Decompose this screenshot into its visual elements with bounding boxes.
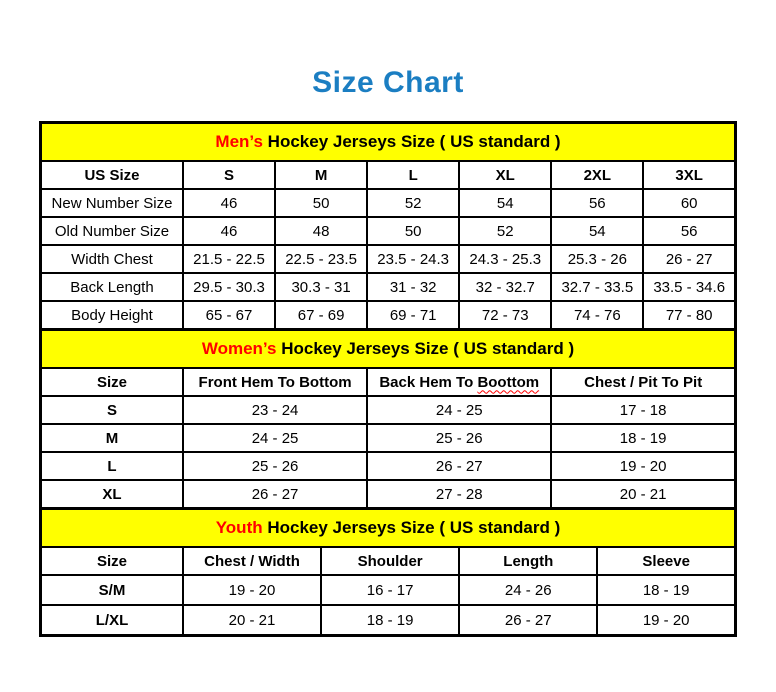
table-cell: 23 - 24 <box>183 396 367 424</box>
table-cell: 46 <box>183 189 275 217</box>
table-cell: 24 - 25 <box>183 424 367 452</box>
table-cell: 72 - 73 <box>459 301 551 330</box>
column-header-l: L <box>367 161 459 189</box>
table-row-old-number-size <box>41 217 736 245</box>
womens-section-title <box>41 330 736 369</box>
table-row-women-l <box>41 452 736 480</box>
table-cell: 52 <box>459 217 551 245</box>
womens-section-title-highlight: Women’s <box>201 339 277 358</box>
column-header-size: Size <box>41 547 183 575</box>
table-row-width-chest <box>41 245 736 273</box>
table-cell: 16 - 17 <box>321 575 459 605</box>
table-cell: 25.3 - 26 <box>551 245 643 273</box>
womens-header-row <box>41 368 736 396</box>
table-cell: 18 - 19 <box>551 424 735 452</box>
table-cell: 20 - 21 <box>183 605 321 636</box>
tables-container <box>39 121 737 637</box>
table-cell: 67 - 69 <box>275 301 367 330</box>
column-header-front-hem: Front Hem To Bottom <box>183 368 367 396</box>
womens-size-table <box>39 328 737 510</box>
table-cell: 52 <box>367 189 459 217</box>
mens-section-title-highlight: Men’s <box>215 132 263 151</box>
youth-section-title-highlight: Youth <box>215 518 263 537</box>
column-header-2xl: 2XL <box>551 161 643 189</box>
row-label: New Number Size <box>41 189 183 217</box>
youth-section-title-rest: Hockey Jerseys Size ( US standard ) <box>262 518 561 537</box>
mens-header-row <box>41 161 736 189</box>
table-cell: 31 - 32 <box>367 273 459 301</box>
row-label: S/M <box>41 575 183 605</box>
column-header-xl: XL <box>459 161 551 189</box>
table-cell: 46 <box>183 217 275 245</box>
table-cell: 19 - 20 <box>551 452 735 480</box>
table-cell: 19 - 20 <box>183 575 321 605</box>
page-title: Size Chart <box>312 66 464 99</box>
table-row-body-height <box>41 301 736 330</box>
table-cell: 24.3 - 25.3 <box>459 245 551 273</box>
column-header-chest-width: Chest / Width <box>183 547 321 575</box>
table-cell: 65 - 67 <box>183 301 275 330</box>
mens-section-title-rest: Hockey Jerseys Size ( US standard ) <box>262 132 561 151</box>
womens-section-band <box>41 330 736 369</box>
column-header-back-hem <box>367 368 551 396</box>
table-row-youth-lxl <box>41 605 736 636</box>
column-header-sleeve: Sleeve <box>597 547 735 575</box>
table-cell: 26 - 27 <box>367 452 551 480</box>
table-cell: 24 - 25 <box>367 396 551 424</box>
row-label: M <box>41 424 183 452</box>
table-cell: 22.5 - 23.5 <box>275 245 367 273</box>
table-cell: 18 - 19 <box>321 605 459 636</box>
table-cell: 56 <box>643 217 735 245</box>
table-cell: 50 <box>275 189 367 217</box>
table-cell: 17 - 18 <box>551 396 735 424</box>
table-cell: 24 - 26 <box>459 575 597 605</box>
back-hem-label-misspelled: Boottom <box>477 373 540 391</box>
table-cell: 23.5 - 24.3 <box>367 245 459 273</box>
row-label: Width Chest <box>41 245 183 273</box>
mens-section-title <box>41 123 736 162</box>
table-cell: 74 - 76 <box>551 301 643 330</box>
row-label: XL <box>41 480 183 509</box>
table-cell: 54 <box>551 217 643 245</box>
column-header-shoulder: Shoulder <box>321 547 459 575</box>
table-cell: 26 - 27 <box>459 605 597 636</box>
youth-header-row <box>41 547 736 575</box>
column-header-s: S <box>183 161 275 189</box>
table-cell: 29.5 - 30.3 <box>183 273 275 301</box>
table-row-youth-sm <box>41 575 736 605</box>
back-hem-label-prefix: Back Hem To <box>379 373 478 391</box>
column-header-chest-pit: Chest / Pit To Pit <box>551 368 735 396</box>
row-label: Back Length <box>41 273 183 301</box>
table-cell: 77 - 80 <box>643 301 735 330</box>
table-cell: 54 <box>459 189 551 217</box>
table-row-back-length <box>41 273 736 301</box>
table-cell: 19 - 20 <box>597 605 735 636</box>
table-cell: 26 - 27 <box>643 245 735 273</box>
table-row-new-number-size <box>41 189 736 217</box>
mens-section-band <box>41 123 736 162</box>
column-header-length: Length <box>459 547 597 575</box>
row-label: L <box>41 452 183 480</box>
row-label: S <box>41 396 183 424</box>
table-cell: 20 - 21 <box>551 480 735 509</box>
column-header-size: Size <box>41 368 183 396</box>
table-cell: 32.7 - 33.5 <box>551 273 643 301</box>
table-cell: 18 - 19 <box>597 575 735 605</box>
table-cell: 33.5 - 34.6 <box>643 273 735 301</box>
table-cell: 32 - 32.7 <box>459 273 551 301</box>
table-cell: 21.5 - 22.5 <box>183 245 275 273</box>
table-cell: 30.3 - 31 <box>275 273 367 301</box>
column-header-3xl: 3XL <box>643 161 735 189</box>
youth-size-table <box>39 507 737 637</box>
table-row-women-m <box>41 424 736 452</box>
table-cell: 50 <box>367 217 459 245</box>
table-cell: 60 <box>643 189 735 217</box>
column-header-m: M <box>275 161 367 189</box>
table-cell: 48 <box>275 217 367 245</box>
table-cell: 26 - 27 <box>183 480 367 509</box>
table-cell: 56 <box>551 189 643 217</box>
table-cell: 27 - 28 <box>367 480 551 509</box>
table-row-women-xl <box>41 480 736 509</box>
table-cell: 69 - 71 <box>367 301 459 330</box>
row-label: L/XL <box>41 605 183 636</box>
womens-section-title-rest: Hockey Jerseys Size ( US standard ) <box>276 339 575 358</box>
row-label: Old Number Size <box>41 217 183 245</box>
column-header-us-size: US Size <box>41 161 183 189</box>
youth-section-title <box>41 509 736 548</box>
mens-size-table <box>39 121 737 331</box>
row-label: Body Height <box>41 301 183 330</box>
youth-section-band <box>41 509 736 548</box>
table-cell: 25 - 26 <box>367 424 551 452</box>
table-cell: 25 - 26 <box>183 452 367 480</box>
table-row-women-s <box>41 396 736 424</box>
